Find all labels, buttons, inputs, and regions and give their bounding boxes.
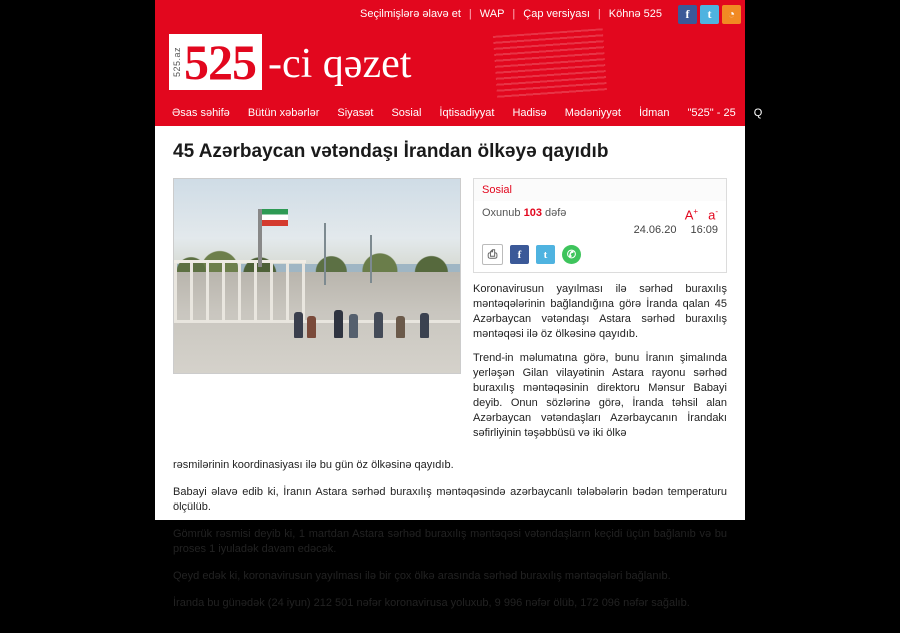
- views-count: 103: [523, 207, 542, 219]
- article-lead: [473, 282, 727, 441]
- rss-icon[interactable]: ◔: [722, 5, 741, 24]
- body-paragraph-1: rəsmilərinin koordinasiyası ilə bu gün öz ölkəsinə qayıdıb.: [173, 459, 454, 472]
- body-paragraph-4: Qeyd edək ki, koronavirusun yayılması ilə bir çox ölkə arasında sərhəd buraxılış məntəqələri bağlanıb.: [173, 570, 671, 583]
- newspaper-watermark-image: [493, 28, 607, 100]
- nav-item-all-news[interactable]: Bütün xəbərlər: [247, 107, 320, 119]
- main-navigation: [155, 100, 763, 126]
- article-date: 24.06.20: [633, 224, 677, 237]
- share-toolbar: [473, 240, 727, 273]
- twitter-icon[interactable]: t: [700, 5, 719, 24]
- article-meta-row: [473, 201, 727, 224]
- body-paragraph-5: İranda bu günədək (24 iyun) 212 501 nəfər koronavirusa yoluxub, 9 996 nəfər ölüb, 172 096 nəfər sağalıb.: [173, 597, 690, 610]
- font-decrease-button[interactable]: a-: [708, 207, 718, 223]
- article-body: [173, 458, 727, 611]
- logo-box: [169, 34, 262, 90]
- top-utility-bar: [155, 0, 745, 28]
- photo-lamp-post-2: [370, 235, 372, 283]
- lead-paragraph-2: Trend-in məlumatına görə, bunu İranın şimalında yerləşən Gilan vilayətinin Astara rayonu sərhəd buraxılış məntəqəsinin direktoru Mənsur Babayi deyib. Onun sözlərinə görə, İranda təhsil alan Azərbaycan vətəndaşları Azərbaycanın İrandakı səfirliyinin təşəbbüsü və iki ölkə: [473, 352, 727, 440]
- nav-item-social[interactable]: Sosial: [391, 107, 422, 119]
- print-icon[interactable]: ⎙: [482, 244, 503, 265]
- nav-item-culture[interactable]: Mədəniyyət: [564, 107, 621, 119]
- top-separator-3: |: [597, 8, 601, 20]
- facebook-share-icon[interactable]: f: [510, 245, 529, 264]
- masthead: [155, 28, 745, 100]
- photo-person-4: [349, 314, 358, 338]
- nav-item-sport[interactable]: İdman: [638, 107, 670, 119]
- photo-person-2: [307, 316, 316, 338]
- link-add-to-favorites[interactable]: Seçilmişlərə əlavə et: [360, 8, 461, 20]
- views-unit: dəfə: [545, 207, 567, 219]
- article-datetime-row: [473, 224, 727, 240]
- top-separator-2: |: [512, 8, 516, 20]
- article-top-row: [173, 178, 727, 450]
- nav-item-more[interactable]: Q: [753, 107, 763, 119]
- font-size-controls: [685, 207, 718, 222]
- photo-person-1: [294, 312, 303, 338]
- site-logo[interactable]: [169, 34, 411, 94]
- page-title: 45 Azərbaycan vətəndaşı İrandan ölkəyə qayıdıb: [173, 141, 609, 162]
- iran-flag-icon: [258, 209, 262, 267]
- logo-number: 525: [184, 34, 256, 90]
- top-separator-1: |: [468, 8, 472, 20]
- logo-title-suffix: -ci qəzet: [268, 41, 412, 87]
- article-photo: [173, 178, 461, 374]
- nav-item-economy[interactable]: İqtisadiyyat: [439, 107, 495, 119]
- webpage: [155, 0, 763, 610]
- nav-item-incident[interactable]: Hadisə: [512, 107, 547, 119]
- photo-person-6: [396, 316, 405, 338]
- views-label: Oxunub: [482, 207, 521, 219]
- nav-item-525-25[interactable]: "525" - 25: [687, 107, 736, 119]
- photo-lamp-post-1: [324, 223, 326, 285]
- whatsapp-share-icon[interactable]: ✆: [562, 245, 581, 264]
- top-links: [352, 8, 670, 20]
- nav-item-home[interactable]: Əsas səhifə: [172, 107, 230, 119]
- link-old-525[interactable]: Köhnə 525: [608, 8, 662, 20]
- photo-person-3: [334, 310, 343, 338]
- article-time: 16:09: [690, 224, 718, 237]
- font-increase-button[interactable]: A+: [684, 207, 699, 223]
- link-print-version[interactable]: Çap versiyası: [523, 8, 590, 20]
- body-paragraph-2: Babayi əlavə edib ki, İranın Astara sərhəd buraxılış məntəqəsində azərbaycanlı tələbələrin bədən temperaturu ölçülüb.: [173, 486, 727, 514]
- photo-person-5: [374, 312, 383, 338]
- facebook-icon[interactable]: f: [678, 5, 697, 24]
- photo-person-7: [420, 313, 429, 338]
- views-block: [482, 207, 566, 219]
- article-meta-panel: [473, 178, 727, 450]
- lead-paragraph-1: Koronavirusun yayılması ilə sərhəd buraxılış məntəqələrinin bağlandığına görə İranda qalan 45 Azərbaycan vətəndaşı Astara sərhəd buraxılış məntəqəsi ilə öz ölkəsinə qayıdıb.: [473, 283, 727, 341]
- body-paragraph-3: Gömrük rəsmisi deyib ki, 1 martdan Astara sərhəd buraxılış məntəqəsi vətəndaşların keçidi üçün bağlanıb və bu proses 1 iyuladək davam edəcək.: [173, 528, 727, 556]
- top-social-links: [678, 5, 741, 24]
- logo-domain-label: 525.az: [172, 46, 182, 78]
- link-wap[interactable]: WAP: [479, 8, 505, 20]
- photo-railing: [174, 260, 306, 321]
- article-content: [155, 126, 745, 633]
- twitter-share-icon[interactable]: t: [536, 245, 555, 264]
- article-category[interactable]: Sosial: [473, 178, 727, 201]
- nav-item-politics[interactable]: Siyasət: [337, 107, 374, 119]
